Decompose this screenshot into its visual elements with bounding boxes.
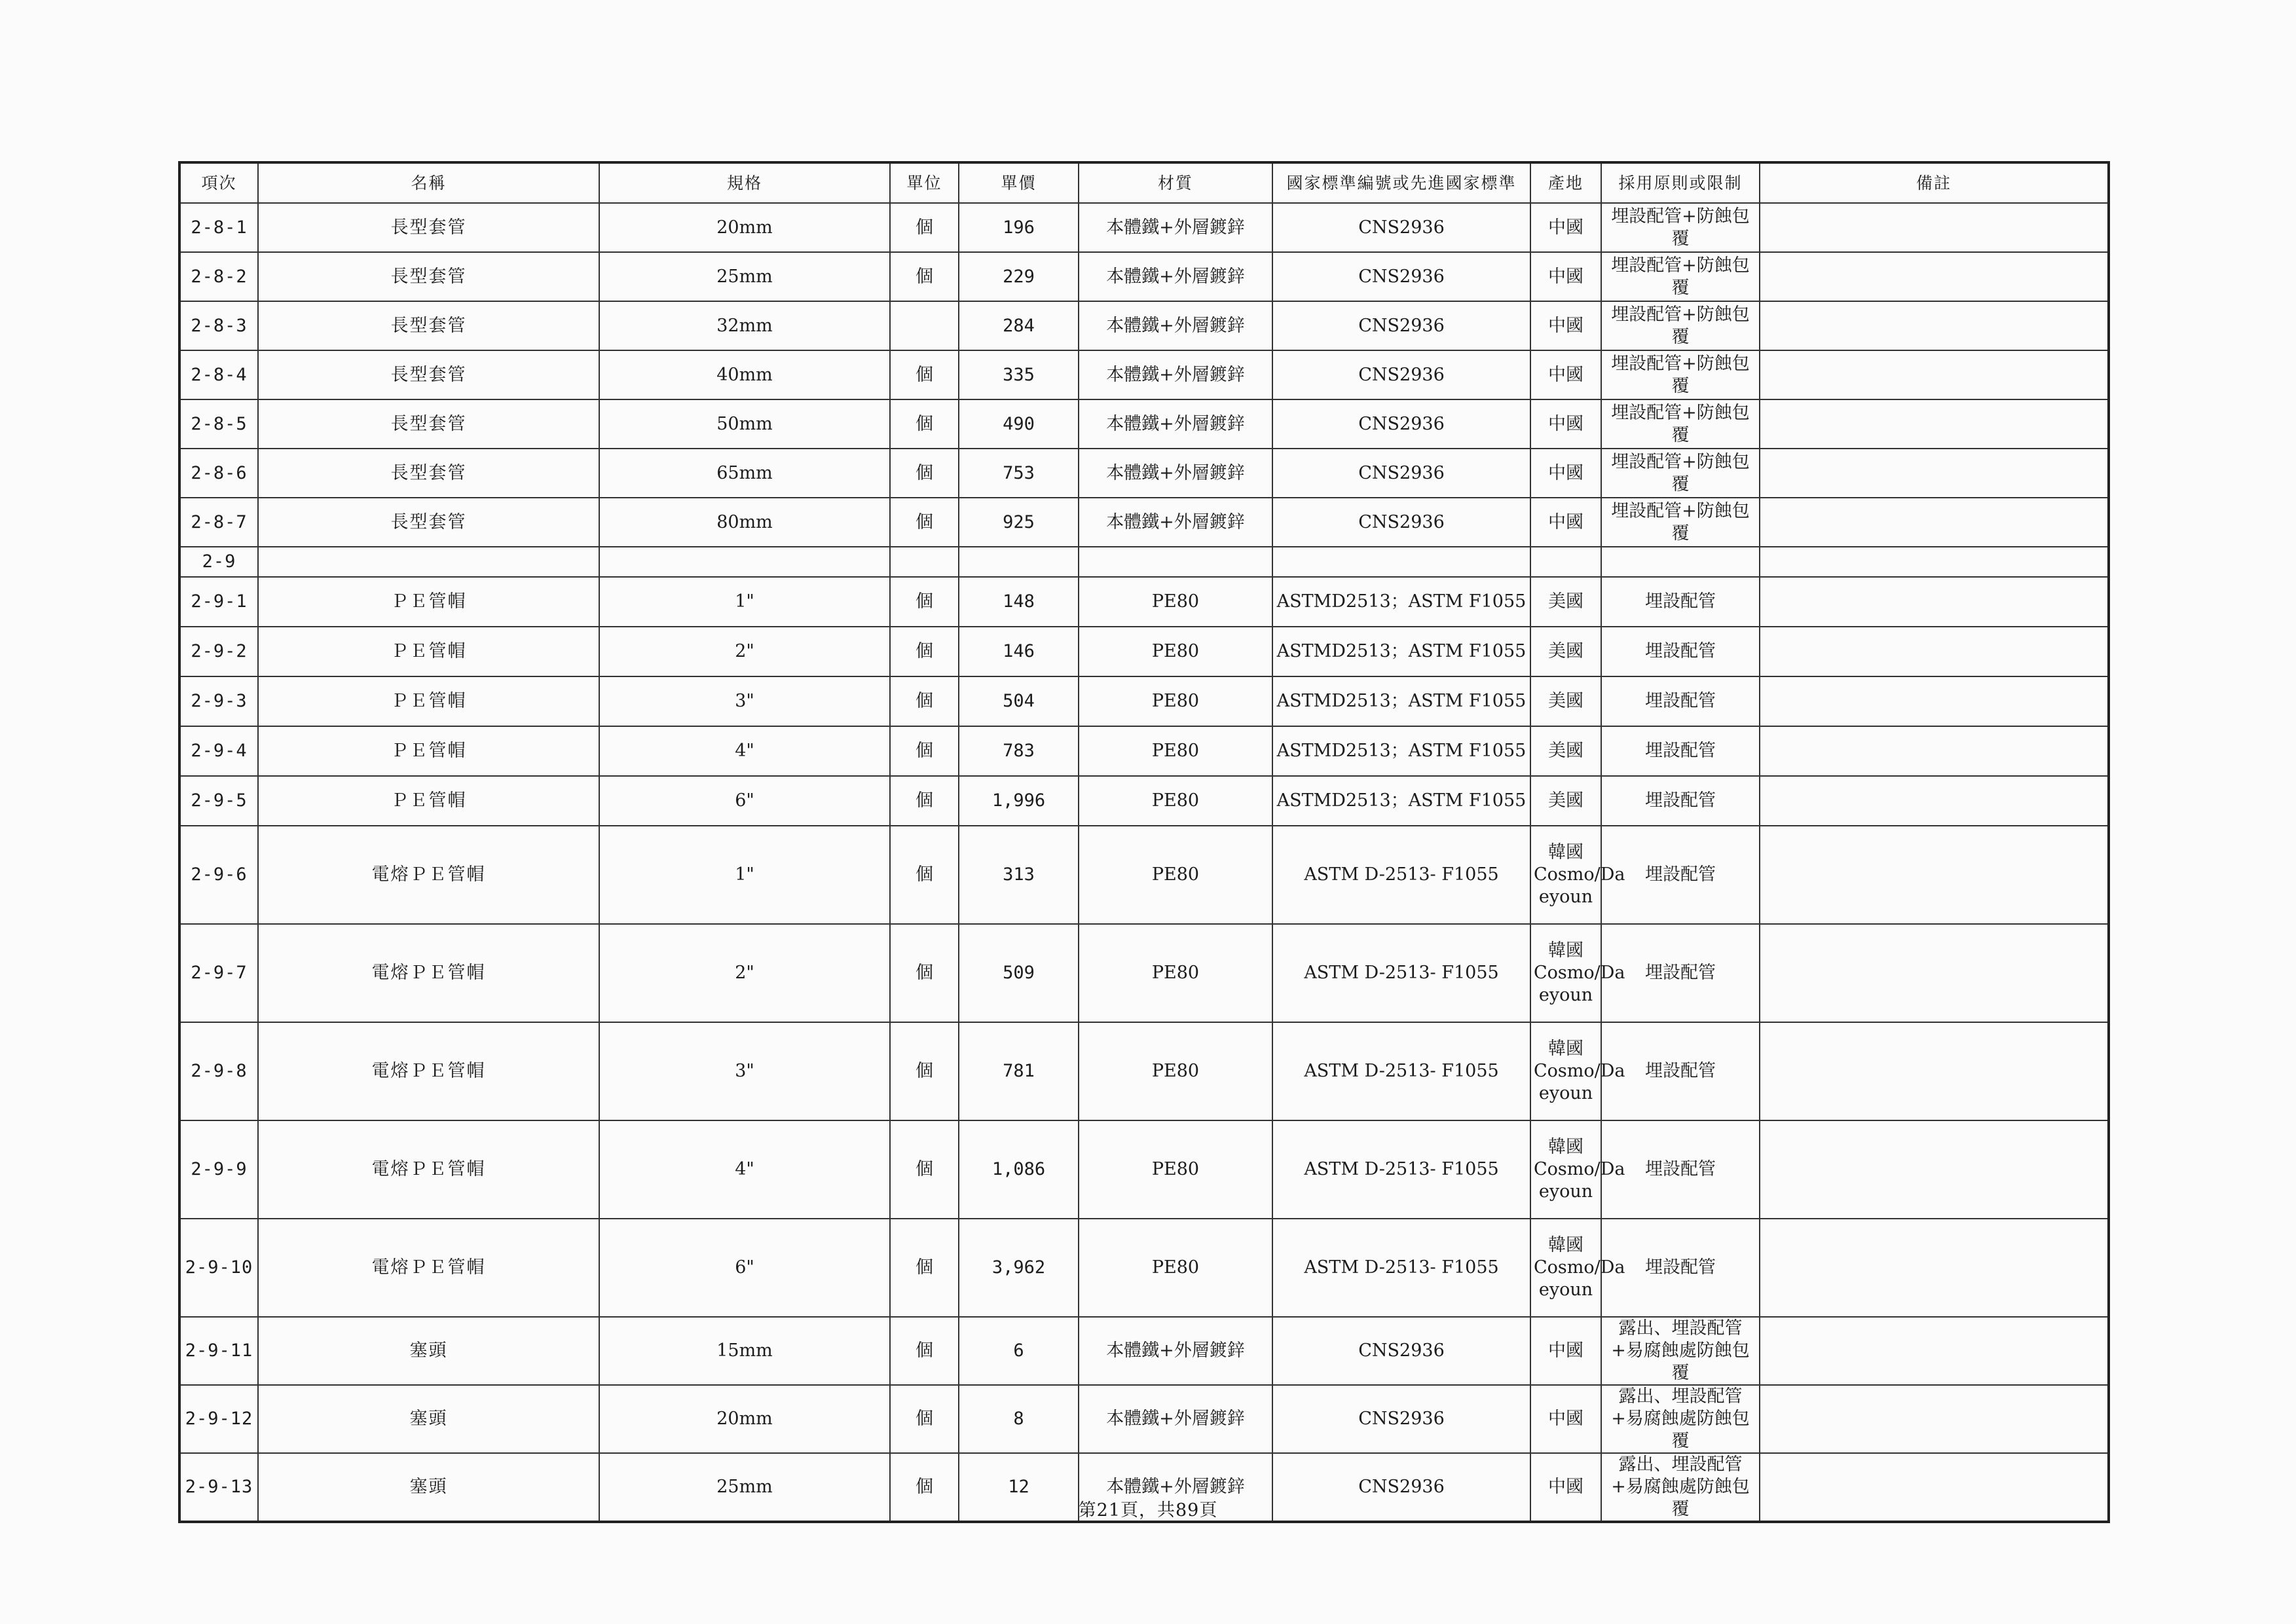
table-row	[179, 252, 2109, 301]
cell-origin: 韓國 Cosmo/Da eyoun	[1530, 1219, 1601, 1317]
cell-name	[258, 547, 599, 577]
cell-name: 電熔ＰＥ管帽	[258, 1219, 599, 1317]
cell-item-no: 2-9-2	[179, 627, 258, 676]
cell-origin: 中國	[1530, 399, 1601, 449]
cell-item-no: 2-9-6	[179, 826, 258, 924]
cell-spec: 65mm	[599, 449, 890, 498]
cell-standard: CNS2936	[1272, 498, 1530, 547]
cell-name: ＰＥ管帽	[258, 676, 599, 726]
cell-note	[1760, 676, 2109, 726]
cell-rule: 露出、埋設配管+易腐蝕處防蝕包覆	[1601, 1385, 1760, 1453]
cell-item-no: 2-8-4	[179, 350, 258, 399]
table-row	[179, 1385, 2109, 1453]
cell-spec: 3"	[599, 676, 890, 726]
cell-rule: 埋設配管+防蝕包覆	[1601, 399, 1760, 449]
cell-name: ＰＥ管帽	[258, 627, 599, 676]
cell-unit: 個	[890, 203, 959, 252]
cell-note	[1760, 726, 2109, 776]
cell-note	[1760, 924, 2109, 1022]
cell-spec: 50mm	[599, 399, 890, 449]
cell-unit: 個	[890, 577, 959, 627]
cell-rule: 埋設配管	[1601, 1120, 1760, 1219]
table-row	[179, 399, 2109, 449]
cell-origin: 中國	[1530, 1385, 1601, 1453]
cell-material: PE80	[1079, 826, 1272, 924]
header-rule: 採用原則或限制	[1601, 162, 1760, 203]
cell-unit-price: 146	[959, 627, 1079, 676]
cell-origin: 美國	[1530, 726, 1601, 776]
cell-origin	[1530, 547, 1601, 577]
cell-item-no: 2-8-1	[179, 203, 258, 252]
cell-name: 電熔ＰＥ管帽	[258, 1120, 599, 1219]
cell-material: PE80	[1079, 1219, 1272, 1317]
cell-name: 長型套管	[258, 301, 599, 350]
cell-standard: ASTM D-2513- F1055	[1272, 826, 1530, 924]
cell-origin: 中國	[1530, 1453, 1601, 1522]
cell-origin: 美國	[1530, 627, 1601, 676]
cell-rule: 埋設配管+防蝕包覆	[1601, 498, 1760, 547]
cell-origin: 中國	[1530, 498, 1601, 547]
cell-name: 長型套管	[258, 350, 599, 399]
table-row	[179, 350, 2109, 399]
cell-unit-price: 781	[959, 1022, 1079, 1120]
table-row	[179, 498, 2109, 547]
header-spec: 規格	[599, 162, 890, 203]
cell-origin: 韓國 Cosmo/Da eyoun	[1530, 1120, 1601, 1219]
cell-note	[1760, 627, 2109, 676]
cell-item-no: 2-9	[179, 547, 258, 577]
header-material: 材質	[1079, 162, 1272, 203]
cell-unit-price: 335	[959, 350, 1079, 399]
cell-name: 塞頭	[258, 1385, 599, 1453]
cell-name: 塞頭	[258, 1453, 599, 1522]
cell-note	[1760, 252, 2109, 301]
header-unit: 單位	[890, 162, 959, 203]
cell-item-no: 2-9-10	[179, 1219, 258, 1317]
cell-standard: ASTM D-2513- F1055	[1272, 924, 1530, 1022]
cell-unit-price: 229	[959, 252, 1079, 301]
cell-spec: 1"	[599, 577, 890, 627]
cell-origin: 韓國 Cosmo/Da eyoun	[1530, 924, 1601, 1022]
cell-name: ＰＥ管帽	[258, 726, 599, 776]
cell-unit: 個	[890, 449, 959, 498]
cell-rule: 埋設配管	[1601, 826, 1760, 924]
cell-name: 電熔ＰＥ管帽	[258, 1022, 599, 1120]
cell-material: 本體鐵+外層鍍鋅	[1079, 1385, 1272, 1453]
cell-spec: 20mm	[599, 1385, 890, 1453]
cell-unit: 個	[890, 726, 959, 776]
cell-unit: 個	[890, 1453, 959, 1522]
cell-name: 塞頭	[258, 1317, 599, 1385]
cell-standard: ASTM D-2513- F1055	[1272, 1120, 1530, 1219]
cell-material: 本體鐵+外層鍍鋅	[1079, 301, 1272, 350]
cell-item-no: 2-9-12	[179, 1385, 258, 1453]
cell-origin: 中國	[1530, 203, 1601, 252]
cell-name: ＰＥ管帽	[258, 776, 599, 826]
table-row	[179, 1022, 2109, 1120]
cell-rule: 埋設配管	[1601, 676, 1760, 726]
cell-item-no: 2-9-9	[179, 1120, 258, 1219]
table-header-row	[179, 162, 2109, 203]
cell-unit-price: 8	[959, 1385, 1079, 1453]
cell-standard: ASTM D-2513- F1055	[1272, 1022, 1530, 1120]
cell-unit: 個	[890, 498, 959, 547]
cell-spec: 2"	[599, 627, 890, 676]
cell-origin: 中國	[1530, 301, 1601, 350]
cell-unit: 個	[890, 676, 959, 726]
cell-rule: 埋設配管	[1601, 627, 1760, 676]
cell-note	[1760, 301, 2109, 350]
cell-unit: 個	[890, 252, 959, 301]
cell-item-no: 2-9-5	[179, 776, 258, 826]
cell-material: PE80	[1079, 1022, 1272, 1120]
cell-item-no: 2-8-5	[179, 399, 258, 449]
cell-note	[1760, 1385, 2109, 1453]
cell-note	[1760, 449, 2109, 498]
cell-unit: 個	[890, 1120, 959, 1219]
cell-material: 本體鐵+外層鍍鋅	[1079, 252, 1272, 301]
cell-origin: 中國	[1530, 449, 1601, 498]
cell-unit-price: 284	[959, 301, 1079, 350]
cell-unit-price: 1,996	[959, 776, 1079, 826]
table-row	[179, 676, 2109, 726]
cell-unit	[890, 301, 959, 350]
cell-origin: 中國	[1530, 252, 1601, 301]
cell-unit-price: 509	[959, 924, 1079, 1022]
table-row	[179, 1120, 2109, 1219]
cell-rule: 埋設配管+防蝕包覆	[1601, 301, 1760, 350]
cell-item-no: 2-9-3	[179, 676, 258, 726]
cell-unit: 個	[890, 350, 959, 399]
cell-standard: ASTMD2513；ASTM F1055	[1272, 776, 1530, 826]
cell-unit: 個	[890, 1317, 959, 1385]
table-row	[179, 203, 2109, 252]
cell-material	[1079, 547, 1272, 577]
cell-unit: 個	[890, 1219, 959, 1317]
cell-standard: CNS2936	[1272, 203, 1530, 252]
cell-item-no: 2-9-11	[179, 1317, 258, 1385]
cell-unit: 個	[890, 1385, 959, 1453]
cell-unit-price: 3,962	[959, 1219, 1079, 1317]
cell-spec: 3"	[599, 1022, 890, 1120]
cell-name: 長型套管	[258, 498, 599, 547]
header-unit-price: 單價	[959, 162, 1079, 203]
cell-note	[1760, 203, 2109, 252]
cell-standard: CNS2936	[1272, 301, 1530, 350]
cell-spec: 32mm	[599, 301, 890, 350]
cell-material: 本體鐵+外層鍍鋅	[1079, 1317, 1272, 1385]
cell-name: 長型套管	[258, 252, 599, 301]
cell-unit: 個	[890, 1022, 959, 1120]
cell-item-no: 2-8-2	[179, 252, 258, 301]
cell-item-no: 2-9-1	[179, 577, 258, 627]
cell-material: PE80	[1079, 577, 1272, 627]
cell-spec: 25mm	[599, 252, 890, 301]
cell-spec: 80mm	[599, 498, 890, 547]
header-name: 名稱	[258, 162, 599, 203]
cell-note	[1760, 399, 2109, 449]
cell-note	[1760, 1120, 2109, 1219]
cell-rule: 埋設配管+防蝕包覆	[1601, 203, 1760, 252]
cell-unit-price: 753	[959, 449, 1079, 498]
cell-rule: 埋設配管+防蝕包覆	[1601, 350, 1760, 399]
cell-note	[1760, 776, 2109, 826]
cell-spec: 40mm	[599, 350, 890, 399]
cell-rule: 露出、埋設配管+易腐蝕處防蝕包覆	[1601, 1453, 1760, 1522]
cell-spec: 15mm	[599, 1317, 890, 1385]
cell-unit-price: 490	[959, 399, 1079, 449]
header-note: 備註	[1760, 162, 2109, 203]
cell-note	[1760, 1022, 2109, 1120]
cell-origin: 美國	[1530, 577, 1601, 627]
cell-unit-price: 313	[959, 826, 1079, 924]
cell-material: PE80	[1079, 1120, 1272, 1219]
cell-standard: CNS2936	[1272, 252, 1530, 301]
cell-unit: 個	[890, 826, 959, 924]
table-row	[179, 301, 2109, 350]
cell-standard: CNS2936	[1272, 350, 1530, 399]
table-row	[179, 627, 2109, 676]
cell-origin: 中國	[1530, 350, 1601, 399]
cell-rule	[1601, 547, 1760, 577]
cell-rule: 埋設配管	[1601, 924, 1760, 1022]
table-row	[179, 1317, 2109, 1385]
cell-unit-price: 148	[959, 577, 1079, 627]
header-standard: 國家標準編號或先進國家標準	[1272, 162, 1530, 203]
cell-spec: 2"	[599, 924, 890, 1022]
cell-spec: 6"	[599, 1219, 890, 1317]
cell-item-no: 2-8-7	[179, 498, 258, 547]
cell-rule: 埋設配管	[1601, 776, 1760, 826]
cell-material: 本體鐵+外層鍍鋅	[1079, 399, 1272, 449]
price-table	[178, 161, 2110, 1523]
cell-standard	[1272, 547, 1530, 577]
table-row	[179, 726, 2109, 776]
cell-name: 電熔ＰＥ管帽	[258, 826, 599, 924]
cell-note	[1760, 498, 2109, 547]
cell-material: PE80	[1079, 776, 1272, 826]
cell-rule: 埋設配管	[1601, 577, 1760, 627]
cell-standard: CNS2936	[1272, 1317, 1530, 1385]
cell-unit: 個	[890, 627, 959, 676]
cell-material: PE80	[1079, 726, 1272, 776]
cell-unit: 個	[890, 399, 959, 449]
table-row	[179, 826, 2109, 924]
cell-standard: CNS2936	[1272, 399, 1530, 449]
cell-item-no: 2-9-8	[179, 1022, 258, 1120]
cell-note	[1760, 1219, 2109, 1317]
cell-rule: 埋設配管+防蝕包覆	[1601, 449, 1760, 498]
cell-material: PE80	[1079, 924, 1272, 1022]
cell-name: 長型套管	[258, 399, 599, 449]
cell-rule: 埋設配管+防蝕包覆	[1601, 252, 1760, 301]
cell-unit: 個	[890, 924, 959, 1022]
cell-spec	[599, 547, 890, 577]
cell-name: 長型套管	[258, 203, 599, 252]
cell-unit-price: 12	[959, 1453, 1079, 1522]
cell-unit: 個	[890, 776, 959, 826]
cell-standard: ASTMD2513；ASTM F1055	[1272, 726, 1530, 776]
table-row	[179, 776, 2109, 826]
cell-material: 本體鐵+外層鍍鋅	[1079, 1453, 1272, 1522]
cell-material: 本體鐵+外層鍍鋅	[1079, 498, 1272, 547]
cell-item-no: 2-9-4	[179, 726, 258, 776]
cell-material: PE80	[1079, 676, 1272, 726]
cell-unit-price: 783	[959, 726, 1079, 776]
cell-note	[1760, 350, 2109, 399]
table-row	[179, 1219, 2109, 1317]
cell-spec: 6"	[599, 776, 890, 826]
cell-material: 本體鐵+外層鍍鋅	[1079, 449, 1272, 498]
cell-unit	[890, 547, 959, 577]
cell-origin: 美國	[1530, 676, 1601, 726]
cell-standard: ASTMD2513；ASTM F1055	[1272, 676, 1530, 726]
cell-material: 本體鐵+外層鍍鋅	[1079, 203, 1272, 252]
cell-rule: 露出、埋設配管+易腐蝕處防蝕包覆	[1601, 1317, 1760, 1385]
cell-name: 電熔ＰＥ管帽	[258, 924, 599, 1022]
cell-spec: 20mm	[599, 203, 890, 252]
cell-item-no: 2-9-13	[179, 1453, 258, 1522]
cell-unit-price: 196	[959, 203, 1079, 252]
cell-material: PE80	[1079, 627, 1272, 676]
cell-origin: 韓國 Cosmo/Da eyoun	[1530, 1022, 1601, 1120]
cell-origin: 中國	[1530, 1317, 1601, 1385]
cell-item-no: 2-9-7	[179, 924, 258, 1022]
cell-standard: CNS2936	[1272, 449, 1530, 498]
cell-unit-price: 925	[959, 498, 1079, 547]
cell-name: ＰＥ管帽	[258, 577, 599, 627]
cell-unit-price: 1,086	[959, 1120, 1079, 1219]
cell-note	[1760, 547, 2109, 577]
cell-standard: CNS2936	[1272, 1453, 1530, 1522]
table-body	[179, 203, 2109, 1522]
cell-note	[1760, 1317, 2109, 1385]
cell-standard: ASTMD2513；ASTM F1055	[1272, 577, 1530, 627]
cell-spec: 4"	[599, 726, 890, 776]
table-row	[179, 577, 2109, 627]
table-row	[179, 449, 2109, 498]
cell-standard: ASTM D-2513- F1055	[1272, 1219, 1530, 1317]
header-item-no: 項次	[179, 162, 258, 203]
cell-note	[1760, 577, 2109, 627]
cell-spec: 4"	[599, 1120, 890, 1219]
page-number: 第21頁，共89頁	[1078, 1500, 1218, 1521]
table-row	[179, 547, 2109, 577]
cell-standard: CNS2936	[1272, 1385, 1530, 1453]
cell-note	[1760, 826, 2109, 924]
cell-unit-price: 6	[959, 1317, 1079, 1385]
cell-rule: 埋設配管	[1601, 1022, 1760, 1120]
cell-material: 本體鐵+外層鍍鋅	[1079, 350, 1272, 399]
header-origin: 產地	[1530, 162, 1601, 203]
cell-rule: 埋設配管	[1601, 726, 1760, 776]
cell-item-no: 2-8-6	[179, 449, 258, 498]
cell-spec: 25mm	[599, 1453, 890, 1522]
cell-origin: 韓國 Cosmo/Da eyoun	[1530, 826, 1601, 924]
cell-item-no: 2-8-3	[179, 301, 258, 350]
cell-name: 長型套管	[258, 449, 599, 498]
cell-spec: 1"	[599, 826, 890, 924]
cell-unit-price: 504	[959, 676, 1079, 726]
table-row	[179, 924, 2109, 1022]
cell-unit-price	[959, 547, 1079, 577]
cell-rule: 埋設配管	[1601, 1219, 1760, 1317]
cell-standard: ASTMD2513；ASTM F1055	[1272, 627, 1530, 676]
cell-origin: 美國	[1530, 776, 1601, 826]
